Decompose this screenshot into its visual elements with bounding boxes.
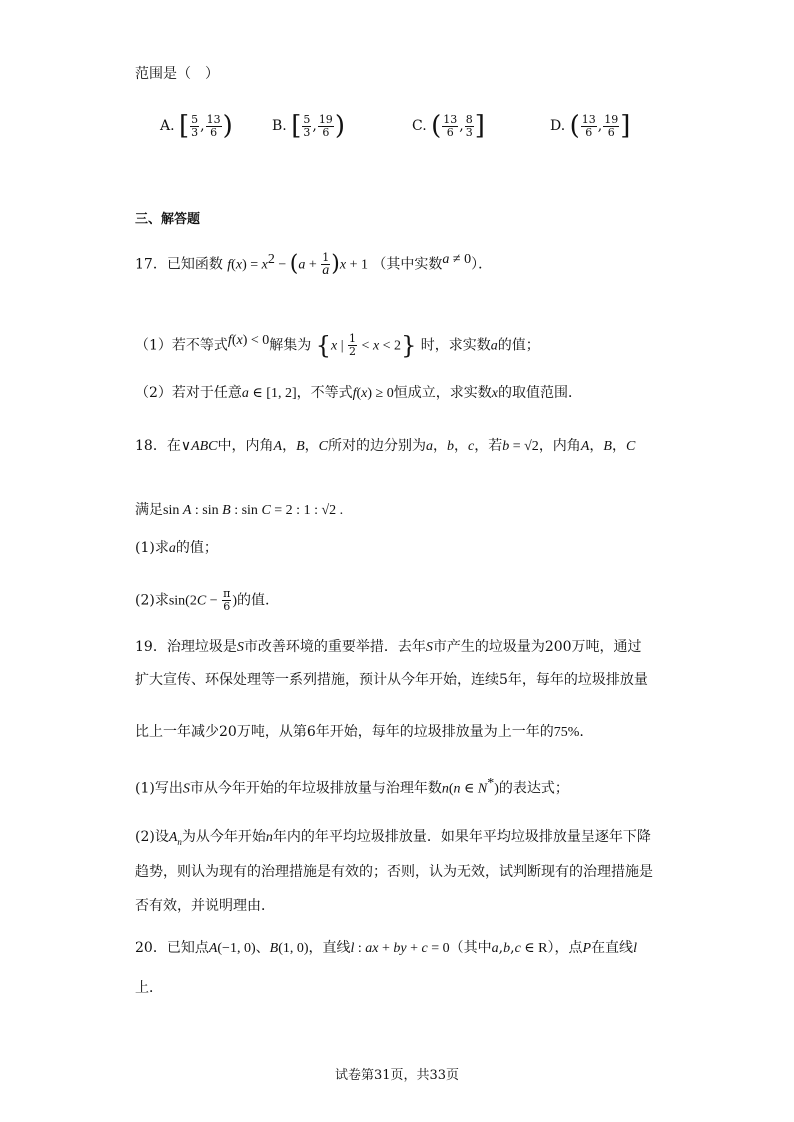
option-b: B. [ $\frac{5}{3}$ , $\frac{19}{6}$ ) <box>272 111 345 141</box>
section-heading: 三、解答题 <box>135 212 201 227</box>
q19-line2: 扩大宣传、环保处理等一系列措施，预计从今年开始，连续5年，每年的垃圾排放量 <box>135 672 648 688</box>
q17-part2: （2）若对于任意a ∈ [1, 2]，不等式f(x) ≥ 0恒成立，求实数x的取值范围． <box>135 385 582 401</box>
option-d: D. ( $\frac{13}{6}$ , $\frac{19}{6}$ ] <box>550 111 631 141</box>
q19-line1: 19．治理垃圾是S市改善环境的重要举措．去年S市产生的垃圾量为200万吨，通过 <box>135 639 642 655</box>
question-intro: 范围是（ ） <box>135 66 219 82</box>
q18-stem: 18．在∨ABC中，内角A，B，C所对的边分别为a，b，c，若b = √2，内角A，B，C <box>135 438 636 454</box>
q17-stem: 17．已知函数 $f(x) = x^2 - (a$ + $\frac{1}{a}$ )x + 1 （其中实数$^{a \ne 0}$）． <box>135 251 493 279</box>
q20-stem: 20．已知点A(−1, 0)、B(1, 0)，直线l : ax + by + c = 0（其中a,b,c ∈ R），点P在直线l <box>135 940 637 956</box>
q19-part2: (2)设$A_n$为从今年开始n年内的年平均垃圾排放量．如果年平均垃圾排放量呈逐年下降 <box>135 829 651 847</box>
q20-line2: 上． <box>135 980 163 996</box>
q19-part2-line3: 否有效，并说明理由． <box>135 898 275 914</box>
q19-part2-line2: 趋势，则认为现有的治理措施是有效的；否则，认为无效，试判断现有的治理措施是 <box>135 864 653 880</box>
q17-part1: （1）若不等式$^{f(x) < 0}$解集为 {x | $\frac{1}{2}$ < x < 2} 时，求实数a的值； <box>135 331 540 360</box>
q19-line3: 比上一年减少20万吨，从第6年开始，每年的垃圾排放量为上一年的75%. <box>135 724 584 740</box>
option-c: C. ( $\frac{13}{6}$ , $\frac{8}{3}$ ] <box>412 111 485 141</box>
q18-part2: (2)求sin(2C − $\frac{\pi}{6}$ )的值. <box>135 587 270 613</box>
q19-part1: (1)写出S市从今年开始的年垃圾排放量与治理年数n(n ∈ N*)的表达式； <box>135 776 569 797</box>
page-footer: 试卷第31页，共33页 <box>334 1068 460 1083</box>
q18-part1: (1)求a的值； <box>135 540 218 556</box>
option-a: A. [ $\frac{5}{3}$ , $\frac{13}{6}$ ) <box>160 111 233 141</box>
q18-condition: 满足sin A : sin B : sin C = 2 : 1 : √2 . <box>135 502 344 518</box>
